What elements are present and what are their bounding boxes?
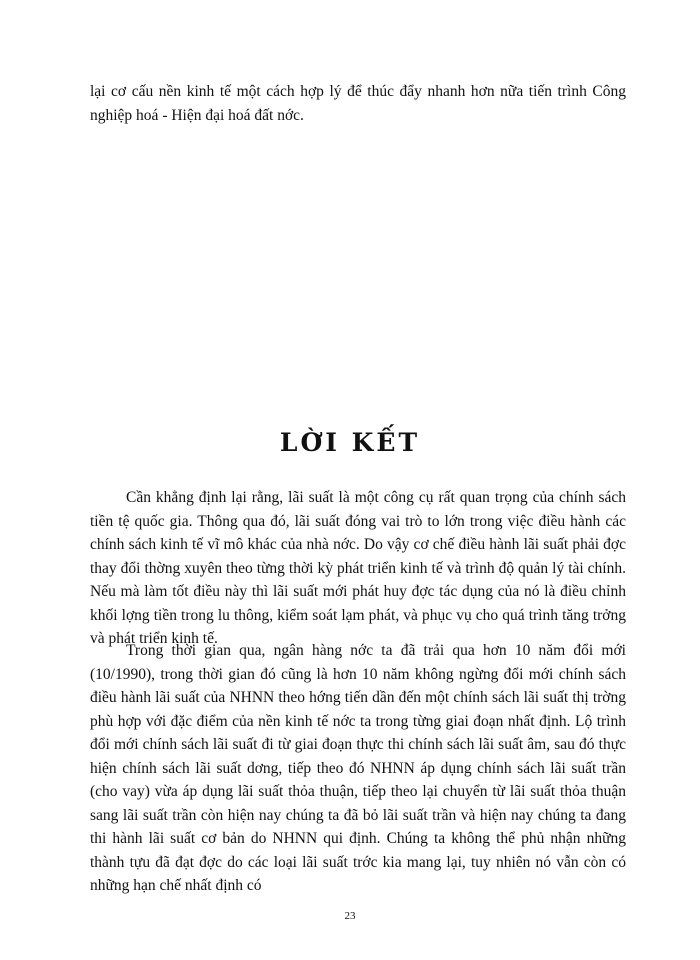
section-heading: LỜI KẾT	[279, 428, 421, 457]
page-number: 23	[344, 910, 356, 922]
body-paragraph-1: Cần khẳng định lại rằng, lãi suất là một công cụ rất quan trọng của chính sách tiền tệ quốc gia. Thông qua đó, lãi suất đóng vai trò to lớn trong việc điều hành các chính sách kinh tế vĩ mô khác của nhà nớc. Do vậy cơ chế điều hành lãi suất phải đợc thay đổi thờng xuyên theo từng thời kỳ phát triển kinh tế và trình độ quản lý tài chính. Nếu mà làm tốt điều này thì lãi suất mới phát huy đợc tác dụng của nó là điều chỉnh khối lợng tiền trong lu thông, kiểm soát lạm phát, và phục vụ cho quá trình tăng trởng và phát triển kinh tế.	[90, 489, 626, 647]
body-paragraph-2: Trong thời gian qua, ngân hàng nớc ta đã trải qua hơn 10 năm đổi mới (10/1990), trong thời gian đó cũng là hơn 10 năm không ngừng đổi mới chính sách điều hành lãi suất của NHNN theo hớng tiến dần đến một chính sách lãi suất thị trờng phù hợp với đặc điểm của nền kinh tế nớc ta trong từng giai đoạn nhất định. Lộ trình đổi mới chính sách lãi suất đi từ giai đoạn thực thi chính sách lãi suất âm, sau đó thực hiện chính sách lãi suất dơng, tiếp theo đó NHNN áp dụng chính sách lãi suất trần (cho vay) vừa áp dụng lãi suất thỏa thuận, tiếp theo lại chuyển từ lãi suất thỏa thuận sang lãi suất trần còn hiện nay chúng ta đã bỏ lãi suất trần và hiện nay chúng ta đang thi hành lãi suất cơ bản do NHNN qui định. Chúng ta không thể phủ nhận những thành tựu đã đạt đợc do các loại lãi suất trớc kia mang lại, tuy nhiên nó vẫn còn có những hạn chế nhất định có	[90, 642, 626, 894]
intro-paragraph: lại cơ cấu nền kinh tế một cách hợp lý để thúc đẩy nhanh hơn nữa tiến trình Công nghiệp hoá - Hiện đại hoá đất nớc.	[90, 83, 626, 124]
